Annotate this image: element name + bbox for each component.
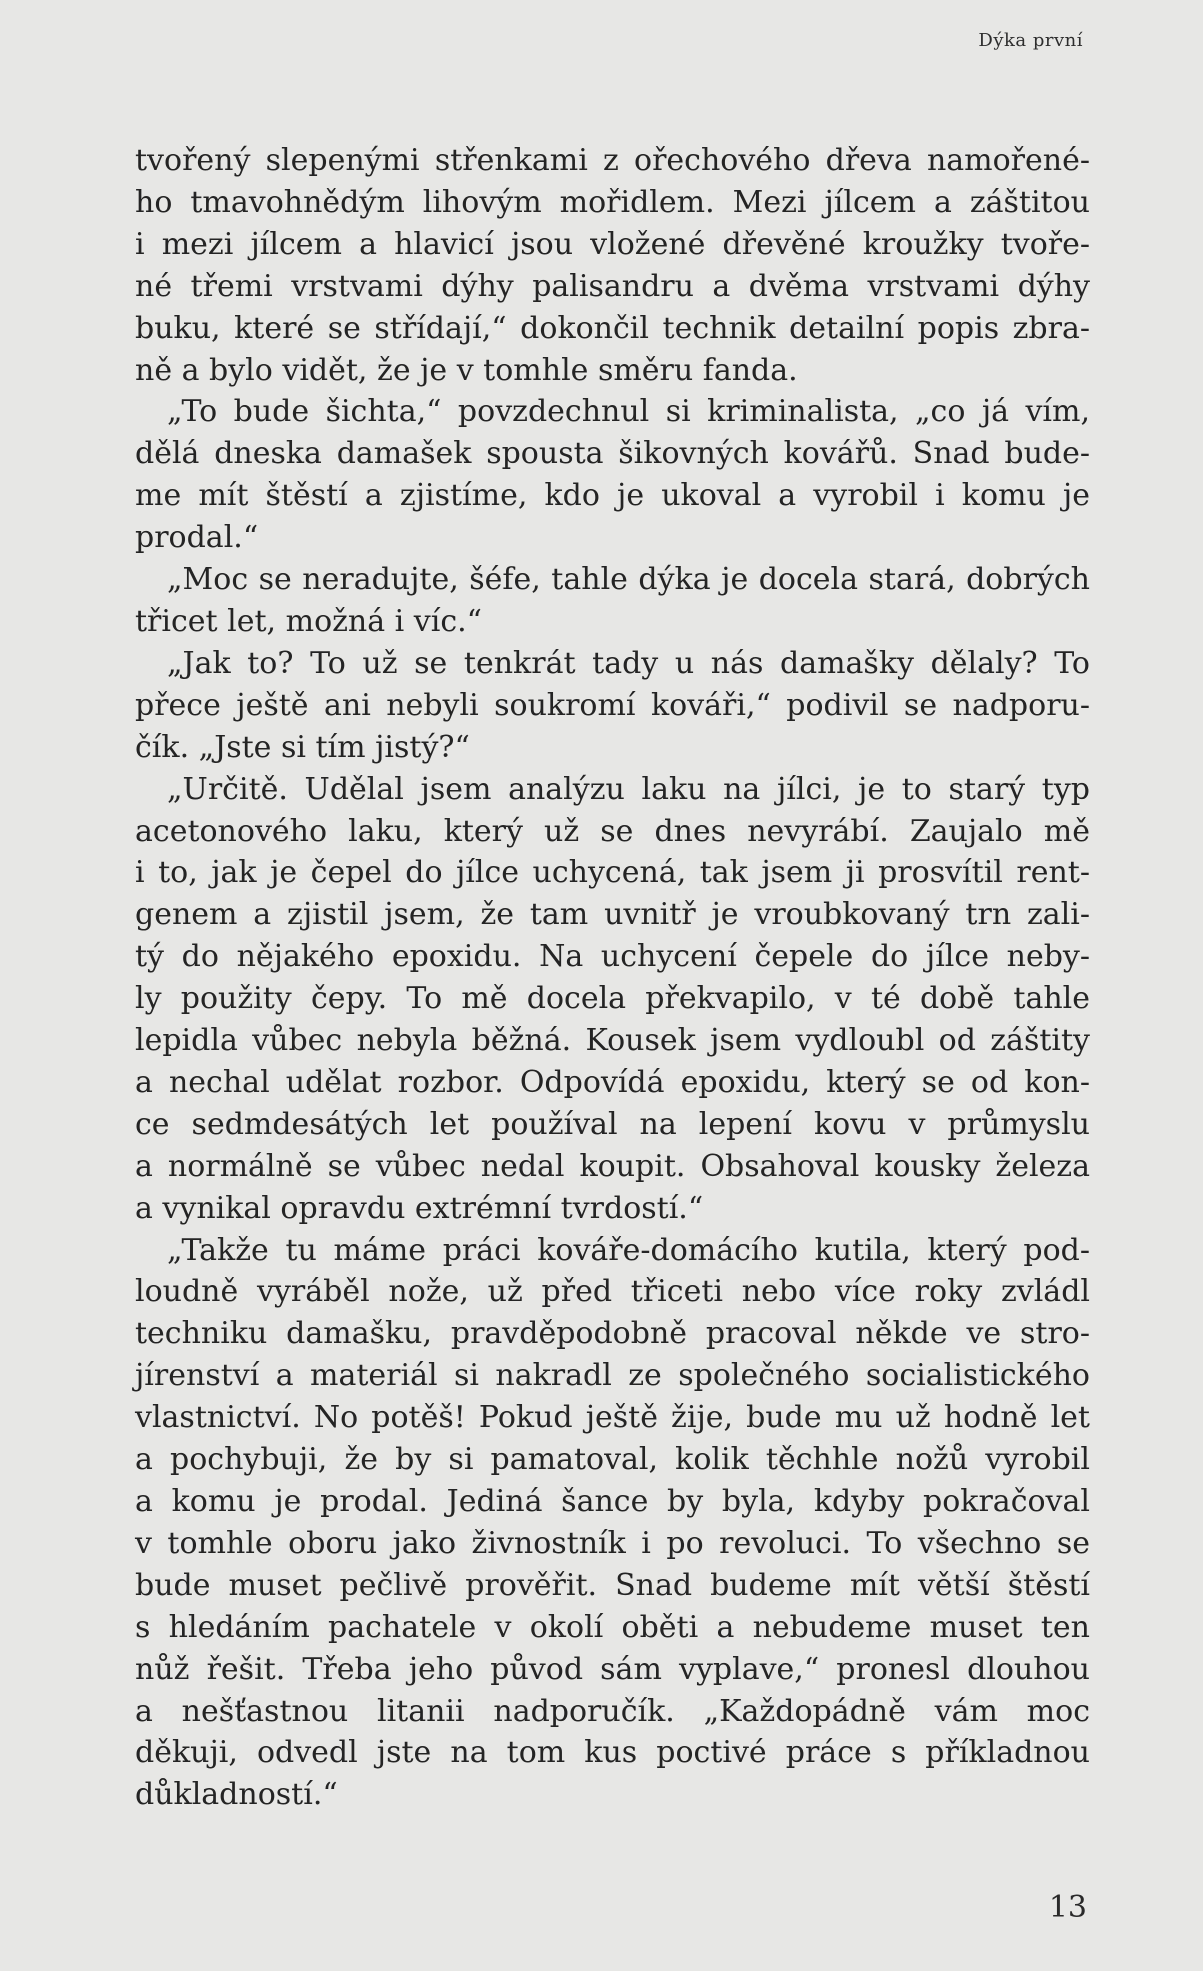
text-line: přece ještě ani nebyli soukromí kováři,“ podivil se nadporu- (135, 687, 1090, 723)
text-line: a normálně se vůbec nedal koupit. Obsahoval kousky železa (135, 1148, 1090, 1184)
text-line: a pochybuji, že by si pamatoval, kolik těchhle nožů vyrobil (135, 1442, 1090, 1478)
text-line: i to, jak je čepel do jílce uchycená, tak jsem ji prosvítil rent- (135, 855, 1090, 891)
text-line: s hledáním pachatele v okolí oběti a nebudeme muset ten (135, 1609, 1090, 1645)
text-line: „Jak to? To už se tenkrát tady u nás damašky dělaly? To (167, 645, 1090, 681)
text-line: buku, které se střídají,“ dokončil technik detailní popis zbra- (135, 310, 1090, 346)
text-line: třicet let, možná i víc.“ (135, 603, 483, 639)
text-line: techniku damašku, pravděpodobně pracoval někde ve stro- (135, 1316, 1090, 1352)
text-line: „Moc se neradujte, šéfe, tahle dýka je docela stará, dobrých (167, 562, 1090, 598)
text-line: „Určitě. Udělal jsem analýzu laku na jílci, je to starý typ (167, 771, 1090, 807)
text-line: lepidla vůbec nebyla běžná. Kousek jsem vydloubl od záštity (135, 1023, 1090, 1059)
text-line: jírenství a materiál si nakradl ze společného socialistického (135, 1358, 1090, 1394)
text-line: ho tmavohnědým lihovým mořidlem. Mezi jílcem a záštitou (135, 184, 1090, 220)
text-line: „Takže tu máme práci kováře-domácího kutila, který pod- (167, 1232, 1090, 1268)
text-line: acetonového laku, který už se dnes nevyrábí. Zaujalo mě (135, 813, 1090, 849)
text-line: čík. „Jste si tím jistý?“ (135, 729, 470, 765)
text-line: vlastnictví. No potěš! Pokud ještě žije, bude mu už hodně let (135, 1400, 1090, 1436)
text-line: genem a zjistil jsem, že tam uvnitř je vroubkovaný trn zali- (135, 897, 1090, 933)
text-line: i mezi jílcem a hlavicí jsou vložené dřevěné kroužky tvoře- (135, 226, 1090, 262)
running-head: Dýka první (978, 30, 1083, 51)
text-line: ce sedmdesátých let používal na lepení kovu v průmyslu (135, 1106, 1090, 1142)
text-line: dělá dneska damašek spousta šikovných kovářů. Snad bude- (135, 436, 1090, 472)
text-line: ně a bylo vidět, že je v tomhle směru fanda. (135, 352, 798, 388)
body-text (135, 140, 1090, 1816)
text-line: me mít štěstí a zjistíme, kdo je ukoval a vyrobil i komu je (135, 478, 1090, 514)
text-line: „To bude šichta,“ povzdechnul si kriminalista, „co já vím, (167, 394, 1090, 430)
text-line: nůž řešit. Třeba jeho původ sám vyplave,“ pronesl dlouhou (135, 1651, 1090, 1687)
text-line: a vynikal opravdu extrémní tvrdostí.“ (135, 1190, 704, 1226)
text-line: né třemi vrstvami dýhy palisandru a dvěma vrstvami dýhy (135, 268, 1090, 304)
text-line: prodal.“ (135, 520, 259, 556)
text-line: bude muset pečlivě prověřit. Snad budeme mít větší štěstí (135, 1567, 1090, 1603)
text-line: a nešťastnou litanii nadporučík. „Každopádně vám moc (135, 1693, 1090, 1729)
text-line: a nechal udělat rozbor. Odpovídá epoxidu, který se od kon- (135, 1064, 1090, 1100)
text-line: tý do nějakého epoxidu. Na uchycení čepele do jílce neby- (135, 939, 1090, 975)
page-number: 13 (1048, 1890, 1087, 1925)
text-line: tvořený slepenými střenkami z ořechového dřeva namořené- (135, 143, 1090, 178)
text-line: loudně vyráběl nože, už před třiceti nebo více roky zvládl (135, 1274, 1090, 1310)
text-line: důkladností.“ (135, 1777, 338, 1813)
text-line: děkuji, odvedl jste na tom kus poctivé práce s příkladnou (135, 1735, 1090, 1771)
text-line: v tomhle oboru jako živnostník i po revoluci. To všechno se (135, 1525, 1090, 1561)
text-line: a komu je prodal. Jediná šance by byla, kdyby pokračoval (135, 1484, 1090, 1519)
text-line: ly použity čepy. To mě docela překvapilo, v té době tahle (135, 981, 1090, 1017)
